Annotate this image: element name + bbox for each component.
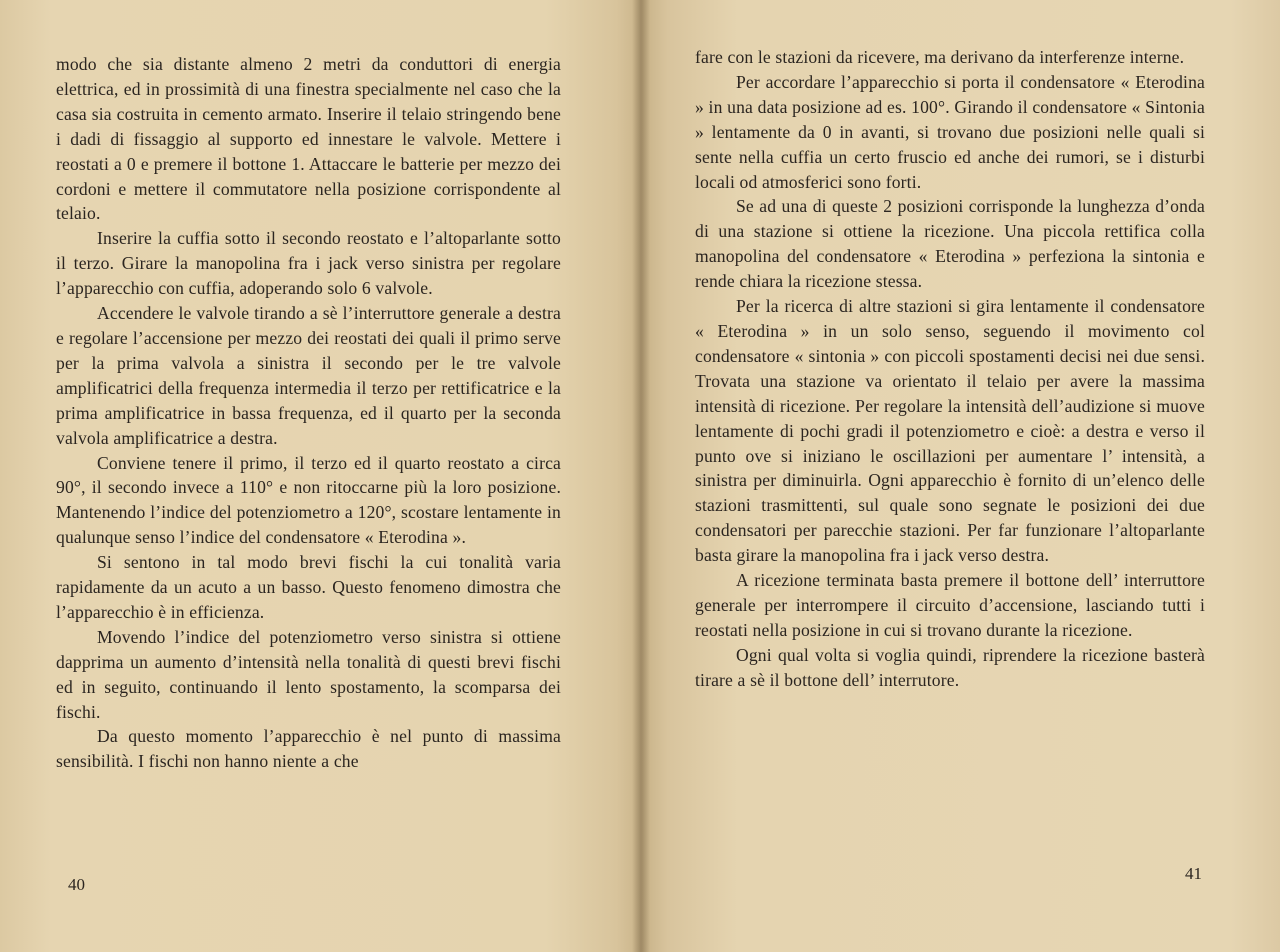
paragraph: Per la ricerca di altre stazioni si gira lentamente il condensatore « Eterodina » in un solo senso, seguendo il movimento col condensatore « sintonia » con piccoli spostamenti decisi nei due sensi. Trovata una stazione va orientato il telaio per avere la massima intensità di ricezione. Per regolare la intensità dell’audizione si muove lentamente di pochi gradi il potenziometro e cioè: a destra e verso il punto ove si iniziano le oscillazioni per aumentare l’ intensità, a sinistra per diminuirla. Ogni apparecchio è fornito di un’elenco delle stazioni trasmittenti, sul quale sono segnate le posizioni dei due condensatori per parecchie stazioni. Per far funzionare l’altoparlante basta girare la manopolina fra i jack verso destra. xyxy=(695,296,1205,566)
paragraph: Movendo l’indice del potenziometro verso sinistra si ottiene dapprima un aumento d’intensità nella tonalità di questi brevi fischi ed in seguito, continuando il lento spostamento, la scomparsa dei fischi. xyxy=(56,626,561,722)
paragraph: Si sentono in tal modo brevi fischi la cui tonalità varia rapidamente da un acuto a un basso. Questo fenomeno dimostra che l’apparecchio è in efficienza. xyxy=(56,552,561,622)
paragraph: Ogni qual volta si voglia quindi, riprendere la ricezione basterà tirare a sè il bottone dell’ interrutore. xyxy=(695,644,1205,690)
page-number-left: 40 xyxy=(68,875,85,894)
paragraph: fare con le stazioni da ricevere, ma derivano da interferenze interne. xyxy=(695,47,1185,67)
page-number-right: 41 xyxy=(1185,864,1202,883)
paragraph: Da questo momento l’apparecchio è nel punto di massima sensibilità. I fischi non hanno niente a che xyxy=(56,726,561,772)
right-page xyxy=(642,0,1280,952)
paragraph: modo che sia distante almeno 2 metri da conduttori di energia elettrica, ed in prossimità di una finestra specialmente nel caso che la casa sia costruita in cemento armato. Inserire il telaio stringendo bene i dadi di fissaggio al supporto ed innestare le valvole. Mettere i reostati a 0 e premere il bottone 1. Attaccare le batterie per mezzo dei cordoni e mettere il commutatore nella posizione corrispondente al telaio. xyxy=(56,54,561,224)
paragraph: Accendere le valvole tirando a sè l’interruttore generale a destra e regolare l’accensione per mezzo dei reostati dei quali il primo serve per la prima valvola a sinistra il secondo per le tre valvole amplificatrici della frequenza intermedia il terzo per rettificatrice e la prima amplificatrice in bassa frequenza, ed il quarto per la seconda valvola amplificatrice a destra. xyxy=(56,303,561,448)
paragraph: Per accordare l’apparecchio si porta il condensatore « Eterodina » in una data posizione ad es. 100°. Girando il condensatore « Sintonia » lentamente da 0 in avanti, si trovano due posizioni nelle quali si sente nella cuffia un certo fruscio ed anche dei rumori, se i disturbi locali od atmosferici sono forti. xyxy=(695,71,1205,192)
paragraph: A ricezione terminata basta premere il bottone dell’ interruttore generale per interrompere il circuito d’accensione, lasciando tutti i reostati nella posizione in cui si trovano durante la ricezione. xyxy=(695,570,1205,640)
paragraph: Inserire la cuffia sotto il secondo reostato e l’altoparlante sotto il terzo. Girare la manopolina fra i jack verso sinistra per regolare l’apparecchio con cuffia, adoperando solo 6 valvole. xyxy=(56,228,561,299)
paragraph: Conviene tenere il primo, il terzo ed il quarto reostato a circa 90°, il secondo invece a 110° e non ritoccarne più la loro posizione. Mantenendo l’indice del potenziometro a 120°, scostare lentamente in qualunque senso l’indice del condensatore « Eterodina ». xyxy=(56,452,561,548)
right-page-text xyxy=(695,45,1205,693)
paragraph: Se ad una di queste 2 posizioni corrisponde la lunghezza d’onda di una stazione si ottiene la ricezione. Una piccola rettifica colla manopolina del condensatore « Eterodina » perfeziona la sintonia e rende chiara la ricezione stessa. xyxy=(695,196,1205,292)
left-page-text xyxy=(56,52,561,774)
